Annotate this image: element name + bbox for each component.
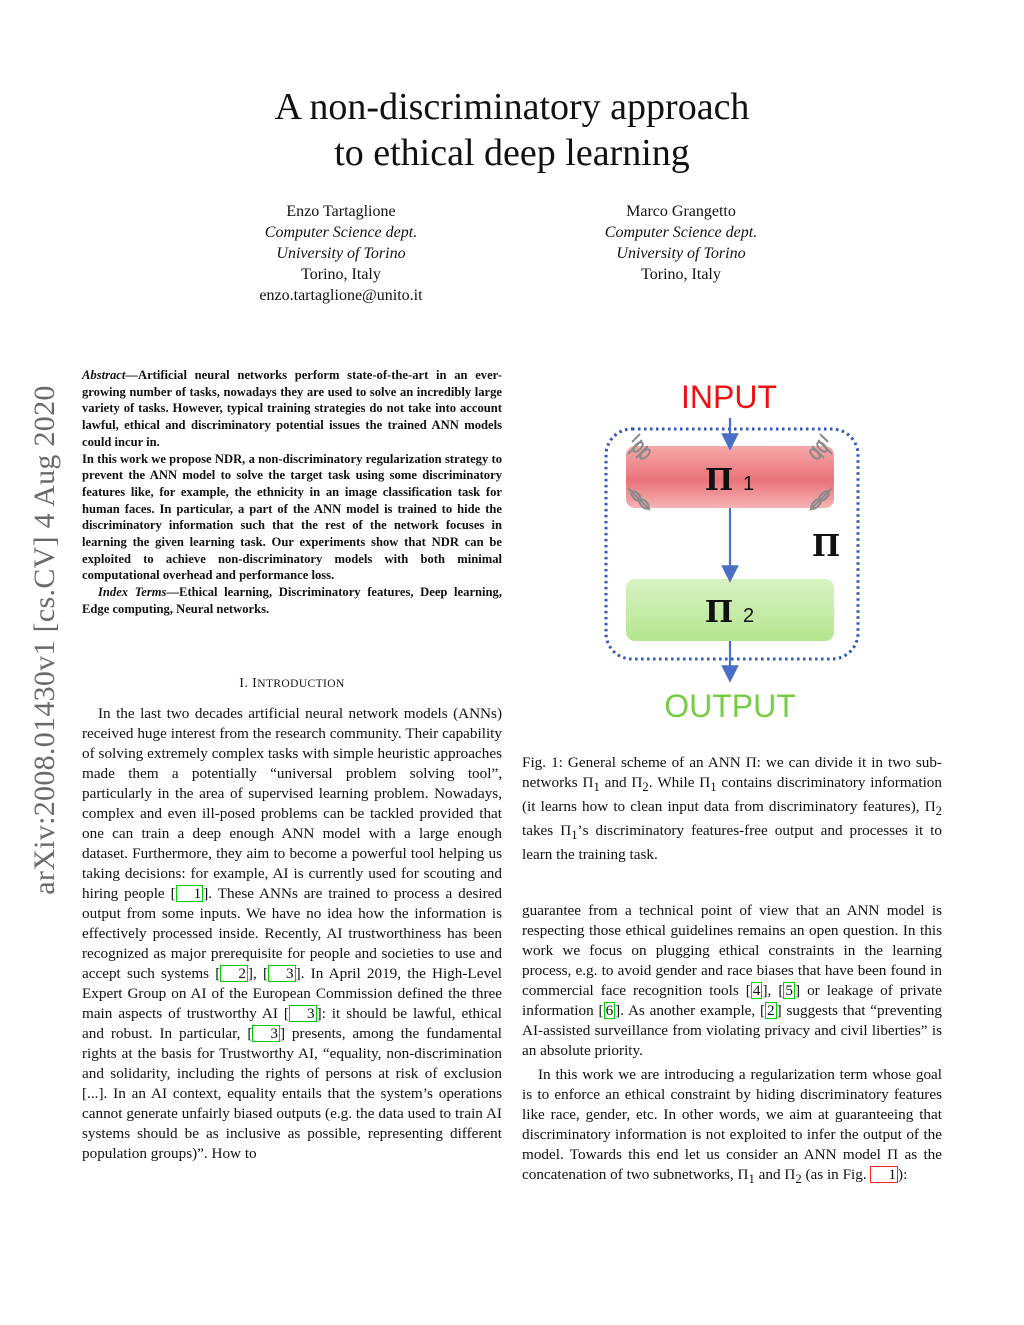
abstract-paragraph-1 <box>82 367 502 451</box>
section-heading <box>82 676 502 692</box>
author-city: Torino, Italy <box>641 266 721 283</box>
right-column-text <box>522 901 942 1189</box>
index-terms-text: —Ethical learning, Discriminatory features, Deep learning, Edge computing, Neural networks. <box>82 585 502 616</box>
output-label: OUTPUT <box>664 688 796 724</box>
abstract-text-1: —Artificial neural networks perform state-of-the-art in an ever-growing number of tasks, nowadays they are used to solve an incredibly large variety of tasks. However, typical training strategies do not take into account lawful, ethical and discriminatory potential issues the trained ANN models could incur in. <box>82 368 502 449</box>
subscript: 2 <box>642 780 649 795</box>
text-run: . While Π <box>648 774 711 791</box>
text-run: : it should be lawful, ethical and robust. In particular, <box>82 1005 502 1042</box>
text-run: suggests that “preventing AI-assisted surveillance from violating privacy and civil liberties” is an absolute priority. <box>522 1002 942 1059</box>
author-name: Marco Grangetto <box>626 203 736 220</box>
author-block-1 <box>221 201 461 306</box>
text-run: and Π <box>754 1166 796 1183</box>
citation-link[interactable]: 2 <box>767 1002 775 1019</box>
paper-title <box>200 84 824 176</box>
title-line-2: to ethical deep learning <box>334 132 690 174</box>
citation-link[interactable]: 3 <box>268 965 296 982</box>
pi1-label: Π <box>704 463 734 498</box>
abstract-label: Abstract <box>82 368 126 382</box>
figure-caption <box>522 753 942 865</box>
text-run: Fig. 1: General scheme of an ANN Π: we can divide it in two sub-networks Π <box>522 754 942 791</box>
pi2-label: Π <box>704 595 734 630</box>
citation-link[interactable]: 5 <box>785 982 793 999</box>
figure-1 <box>602 374 872 726</box>
arxiv-stamp <box>20 350 70 930</box>
arxiv-stamp-text: arXiv:2008.01430v1 [cs.CV] 4 Aug 2020 <box>28 385 61 895</box>
text-run: ): <box>898 1166 908 1183</box>
text-run: takes Π <box>522 822 572 840</box>
section-title-first: I <box>252 676 258 691</box>
text-run: . As another example, <box>620 1002 760 1019</box>
text-run: contains discriminatory information (it learns how to clean input data from discriminatory features), Π <box>522 774 942 816</box>
text-run: presents, among the fundamental rights at the basis for Trustworthy AI, “equality, non-discrimination and solidarity, including the rights of persons at risk of exclusion [...]. In an AI context, equality entails that the system’s operations cannot generate unfairly biased outputs (e.g. the data used to train AI systems should be as inclusive as possible, representing different population groups)”. How to <box>82 1025 502 1162</box>
pi1-subscript: 1 <box>743 473 755 495</box>
author-dept: Computer Science dept. <box>604 224 758 241</box>
input-label: INPUT <box>681 379 777 415</box>
section-number: I. <box>239 676 249 691</box>
index-terms-label: Index Terms <box>98 585 167 600</box>
body-paragraph: guarantee from a technical point of view that an ANN model is respecting those ethical guidelines remains an open question. In this work we focus on plugging ethical constraints in the learning process, e.g. to avoid gender and race biases that have been found in commercial face recognition tools [ 4 ], [ 5 ] or leakage of private information [ 6 ]. As another example, [ 2 ] suggests that “preventing AI-assisted surveillance from violating privacy and civil liberties” is an absolute priority. <box>522 902 942 1059</box>
pi2-subscript: 2 <box>743 605 755 627</box>
text-run: In this work we are introducing a regularization term whose goal is to enforce an ethical constraint by hiding discriminatory features like race, gender, etc. In other words, we aim at guaranteeing that discriminatory information is not exploited to infer the output of the model. Towards this end let us consider an ANN model Π as the concatenation of two subnetworks, Π <box>522 1066 942 1183</box>
intro-text <box>82 704 502 1164</box>
title-line-1: A non-discriminatory approach <box>274 86 750 128</box>
text-run: and Π <box>599 774 643 791</box>
subscript: 2 <box>795 1172 802 1187</box>
text-run: or leakage of private information <box>522 982 942 1019</box>
figure-link[interactable]: 1 <box>870 1166 898 1183</box>
text-run: . These ANNs are trained to process a desired output from some inputs. We have no idea how the information is effectively processed inside. Recently, AI trustworthiness has been recognized as major prerequisite for people and societies to use and accept such systems <box>82 885 502 982</box>
text-run: guarantee from a technical point of view that an ANN model is respecting those ethical guidelines remains an open question. In this work we focus on plugging ethical constraints in the learning process, e.g. to avoid gender and race biases that have been found in commercial face recognition tools <box>522 902 942 999</box>
text-run: . In April 2019, the High-Level Expert Group on AI of the European Commission defined the three main aspects of trustworthy AI <box>82 965 502 1022</box>
author-dept: Computer Science dept. <box>264 224 418 241</box>
abstract-paragraph-2 <box>82 451 502 585</box>
text-run: ’s discriminatory features-free output and processes it to learn the training task. <box>522 822 942 864</box>
author-name: Enzo Tartaglione <box>286 203 396 220</box>
text-run: In the last two decades artificial neural network models (ANNs) received huge interest from the research community. Their capability of solving extremely complex tasks with simple heuristic approaches made them a potentially “universal problem solving tool”, particularly in the area of supervised learning problem. Nowadays, complex and even ill-posed problems can be tackled provided that one can train a deep enough ANN model with a large enough dataset. Furthermore, they aim to become a powerful tool helping us taking decisions: for example, AI is currently used for scouting and hiring people <box>82 705 502 902</box>
abstract <box>82 367 502 618</box>
subscript: 1 <box>710 780 717 795</box>
author-block-2 <box>561 201 801 285</box>
subscript: 2 <box>935 804 942 819</box>
section-title-rest: NTRODUCTION <box>257 678 345 690</box>
author-city: Torino, Italy <box>301 266 381 283</box>
intro-paragraph: In the last two decades artificial neural network models (ANNs) received huge interest from the research community. Their capability of solving extremely complex tasks with simple heuristic approaches made them a potentially “universal problem solving tool”, particularly in the area of supervised learning problem. Nowadays, complex and even ill-posed problems can be tackled provided that one can train a deep enough ANN model with a large enough dataset. Furthermore, they aim to become a powerful tool helping us taking decisions: for example, AI is currently used for scouting and hiring people [ 1 ]. These ANNs are trained to process a desired output from some inputs. We have no idea how the information is effectively processed inside. Recently, AI trustworthiness has been recognized as major prerequisite for people and societies to use and accept such systems [ 2 ], [ 3 ]. In April 2019, the High-Level Expert Group on AI of the European Commission defined the three main aspects of trustworthy AI [ 3 ]: it should be lawful, ethical and robust. In particular, [ 3 ] presents, among the fundamental rights at the basis for Trustworthy AI, “equality, non-discrimination and solidarity, including the rights of persons at risk of exclusion [...]. In an AI context, equality entails that the system’s operations cannot generate unfairly biased outputs (e.g. the data used to train AI systems should be as inclusive as possible, representing different population groups)”. How to <box>82 705 502 1162</box>
text-run: , <box>767 982 779 999</box>
text-run: (as in Fig. <box>801 1166 871 1183</box>
subscript: 1 <box>571 828 578 843</box>
citation-link[interactable]: 3 <box>289 1005 317 1022</box>
text-run: , <box>252 965 263 982</box>
citation-link[interactable]: 4 <box>752 982 761 999</box>
author-email[interactable]: enzo.tartaglione@unito.it <box>259 287 423 304</box>
citation-link[interactable]: 6 <box>605 1002 614 1019</box>
ann-scheme-diagram <box>602 374 872 726</box>
citation-link[interactable]: 2 <box>220 965 248 982</box>
body-paragraph <box>522 1065 942 1189</box>
author-univ: University of Torino <box>276 245 406 262</box>
citation-link[interactable]: 1 <box>176 885 204 902</box>
subscript: 1 <box>593 780 600 795</box>
subscript: 1 <box>748 1172 755 1187</box>
citation-link[interactable]: 3 <box>252 1025 280 1042</box>
pi-label: Π <box>811 529 841 564</box>
index-terms <box>82 584 502 617</box>
abstract-text-2: In this work we propose NDR, a non-discriminatory regularization strategy to prevent the ANN model to solve the target task using some discriminatory features like, for example, the ethnicity in an image classification task for human faces. In particular, a part of the ANN model is trained to hide the discriminatory information such that the rest of the network focuses in learning the given learning task. Our experiments show that NDR can be exploited to achieve non-discriminatory models with both minimal computational overhead and performance loss. <box>82 451 502 583</box>
author-univ: University of Torino <box>616 245 746 262</box>
